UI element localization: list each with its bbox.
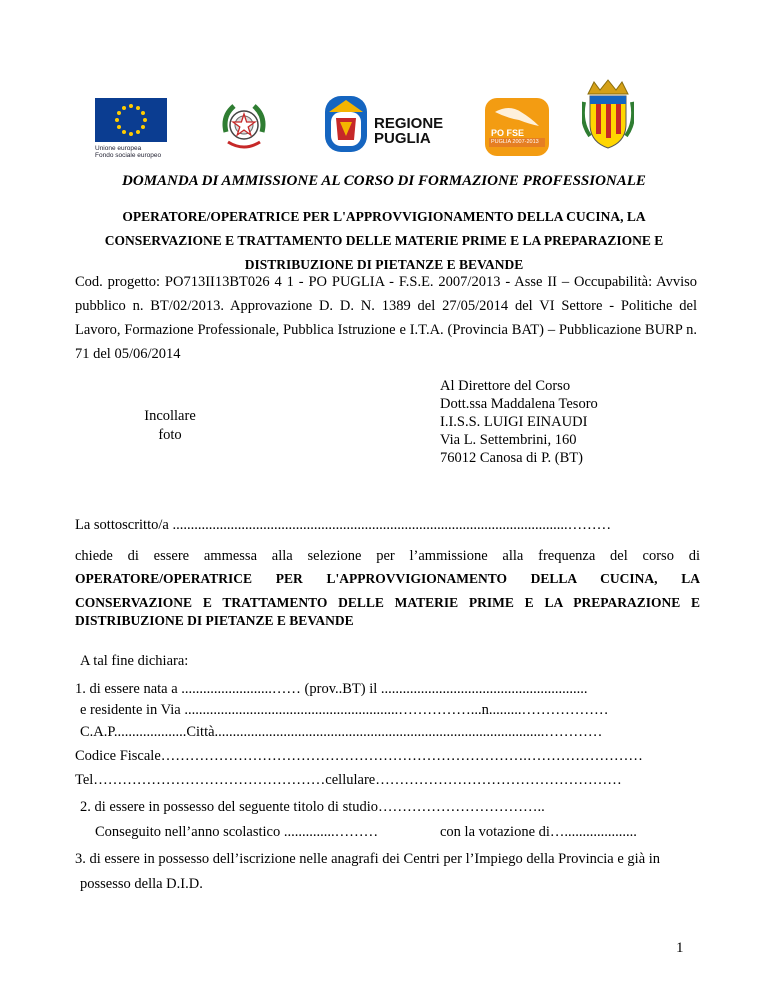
birthplace-field[interactable]: 1. di essere nata a .........................…… (prov..BT) il ......................................................... (75, 681, 588, 697)
school-year-field[interactable]: Conseguito nell’anno scolastico ..............……… (95, 824, 379, 840)
recipient-address (440, 377, 700, 467)
grade-field[interactable]: con la votazione di….................... (440, 824, 637, 840)
sottoscritto-field[interactable]: La sottoscritto/a .............................................................................................................……… (75, 517, 612, 533)
phone-field[interactable]: Tel…………………………………………cellulare…………………………………………… (75, 772, 622, 788)
employment-registration-line: 3. di essere in possesso dell’iscrizione nelle anagrafi dei Centri per l’Impiego della Provincia e già in (75, 851, 661, 867)
study-title-field[interactable]: 2. di essere in possesso del seguente titolo di studio…………………………….. (80, 799, 545, 815)
address-line: Via L. Settembrini, 160 (440, 432, 577, 448)
project-code-paragraph: Cod. progetto: PO713II13BT026 4 1 - PO PUGLIA - F.S.E. 2007/2013 - Asse II – Occupabilità: Avviso pubblico n. BT/02/2013. Approvazione D. D. N. 1389 del 27/05/2014 del VI Settore - Politiche del Lavoro, Formazione Professionale, Pubblica Istruzione e I.T.A. (Provincia BAT) – Pubblicazione BURP n. 71 del 05/06/2014 (75, 274, 697, 362)
photo-placeholder-label: foto (158, 427, 182, 443)
tax-code-field[interactable]: Codice Fiscale………………………………………………………………….…………………… (75, 748, 643, 764)
page-number: 1 (676, 940, 684, 956)
cap-city-field[interactable]: C.A.P....................Città...........................................................................................………… (80, 724, 603, 740)
course-name (70, 205, 698, 277)
address-line: I.I.S.S. LUIGI EINAUDI (440, 414, 588, 430)
eu-logo (95, 98, 167, 168)
logo-bar (0, 78, 768, 168)
course-name-line: DISTRIBUZIONE DI PIETANZE E BEVANDE (244, 257, 524, 272)
request-line: chiede di essere ammessa alla selezione per l’ammissione alla frequenza del corso di (75, 548, 700, 564)
photo-placeholder-label: Incollare (144, 408, 196, 424)
request-course-line: CONSERVAZIONE E TRATTAMENTO DELLE MATERIE PRIME E LA PREPARAZIONE E (75, 595, 700, 610)
photo-placeholder[interactable] (130, 407, 210, 445)
regione-puglia-logo (322, 92, 452, 162)
request-course-line: OPERATORE/OPERATRICE PER L'APPROVVIGIONAMENTO DELLA CUCINA, LA (75, 571, 700, 586)
eu-logo-caption: Unione europea Fondo sociale europeo (95, 145, 162, 159)
declaration-heading: A tal fine dichiara: (80, 653, 189, 669)
po-fse-wordmark: PO FSE (491, 128, 525, 138)
address-line: Al Direttore del Corso (440, 378, 571, 394)
address-line: Dott.ssa Maddalena Tesoro (440, 396, 598, 412)
residence-field[interactable]: e residente in Via ...........................................................……………...n.........……………… (80, 702, 609, 718)
regione-puglia-wordmark: REGIONE PUGLIA (374, 115, 444, 147)
eu-flag-icon (95, 98, 167, 142)
course-name-line: CONSERVAZIONE E TRATTAMENTO DELLE MATERIE PRIME E LA PREPARAZIONE E (104, 233, 664, 248)
employment-registration-line: possesso della D.I.D. (80, 876, 203, 892)
document-title: DOMANDA DI AMMISSIONE AL CORSO DI FORMAZIONE PROFESSIONALE (122, 173, 646, 189)
address-line: 76012 Canosa di P. (BT) (440, 450, 583, 466)
italian-republic-emblem-icon (218, 98, 270, 154)
po-fse-subtitle: PUGLIA 2007-2013 (491, 139, 539, 145)
request-course-line: DISTRIBUZIONE DI PIETANZE E BEVANDE (75, 613, 354, 628)
course-name-line: OPERATORE/OPERATRICE PER L'APPROVVIGIONAMENTO DELLA CUCINA, LA (122, 209, 646, 224)
provincia-bat-crest-icon (582, 78, 634, 152)
po-fse-logo (485, 98, 549, 156)
